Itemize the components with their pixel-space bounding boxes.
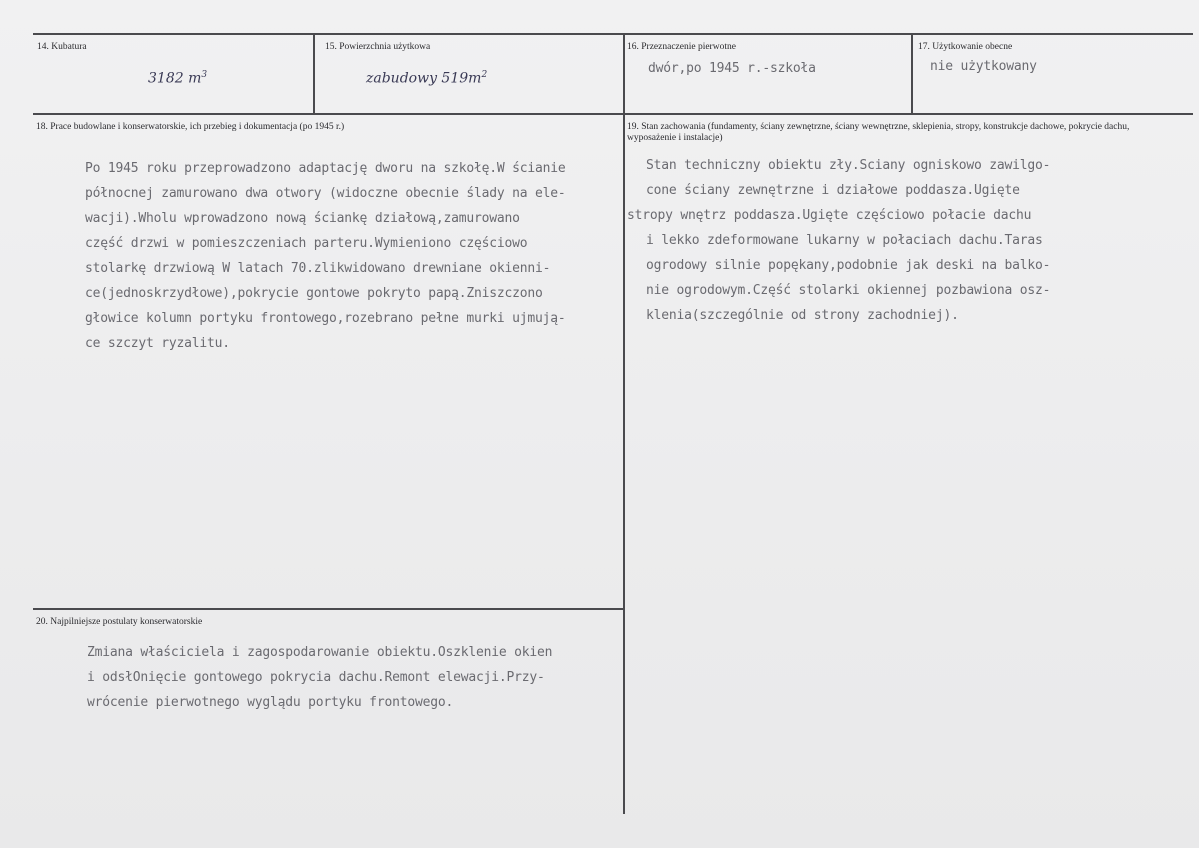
postulaty-label: 20. Najpilniejsze postulaty konserwatorskie [36,617,203,627]
uzytkowanie-value: nie użytkowany [930,59,1037,74]
prace-line: część drzwi w pomieszczeniach parteru.Wymieniono częściowo [85,236,528,251]
kubatura-value: 3182 $m^3$ [148,70,208,87]
stan-line: i lekko zdeformowane lukarny w połaciach dachu.Taras [646,233,1043,248]
postulaty-line: wrócenie pierwotnego wyglądu portyku frontowego. [87,695,454,710]
stan-line: ogrodowy silnie popękany,podobnie jak deski na balko- [646,258,1051,273]
prace-label: 18. Prace budowlane i konserwatorskie, ich przebieg i dokumentacja (po 1945 r.) [36,122,345,132]
top-border [33,33,1193,35]
prace-line: Po 1945 roku przeprowadzono adaptację dworu na szkołę.W ścianie [85,161,566,176]
section-20-divider [33,608,624,610]
stan-label: 19. Stan zachowania (fundamenty, ściany zewnętrzne, ściany wewnętrzne, sklepienia, stropy, konstrukcje dachowe, pokrycie dachu, wyposażenie i instalacje) [627,122,1130,143]
przeznaczenie-label: 16. Przeznaczenie pierwotne [627,42,736,52]
przeznaczenie-value: dwór,po 1945 r.-szkoła [648,61,816,76]
postulaty-line: Zmiana właściciela i zagospodarowanie obiektu.Oszklenie okien [87,645,553,660]
postulaty-line: i odsłOnięcie gontowego pokrycia dachu.Remont elewacji.Przy- [87,670,545,685]
prace-line: głowice kolumn portyku frontowego,rozebrano pełne murki ujmują- [85,311,566,326]
prace-line: ce szczyt ryzalitu. [85,336,230,351]
stan-line: cone ściany zewnętrzne i działowe poddasza.Ugięte [646,183,1020,198]
powierzchnia-value: zabudowy $519m^2$ [366,70,488,87]
prace-line: północnej zamurowano dwa otwory (widoczne obecnie ślady na ele- [85,186,566,201]
prace-line: wacji).Wholu wprowadzono nową ściankę działową,zamurowano [85,211,520,226]
stan-line: Stan techniczny obiektu zły.Sciany ogniskowo zawilgo- [646,158,1051,173]
stan-line: stropy wnętrz poddasza.Ugięte częściowo połacie dachu [627,208,1032,223]
uzytkowanie-label: 17. Użytkowanie obecne [918,42,1013,52]
powierzchnia-label: 15. Powierzchnia użytkowa [325,42,431,52]
prace-line: ce(jednoskrzydłowe),pokrycie gontowe pokryto papą.Zniszczono [85,286,543,301]
kubatura-label: 14. Kubatura [37,42,87,52]
header-row-divider [33,113,1193,115]
stan-line: klenia(szczególnie od strony zachodniej). [646,308,959,323]
divider-14-15 [313,33,315,114]
divider-center [623,33,625,814]
divider-16-17 [911,33,913,114]
stan-line: nie ogrodowym.Część stolarki okiennej pozbawiona osz- [646,283,1051,298]
prace-line: stolarkę drzwiową W latach 70.zlikwidowano drewniane okienni- [85,261,551,276]
